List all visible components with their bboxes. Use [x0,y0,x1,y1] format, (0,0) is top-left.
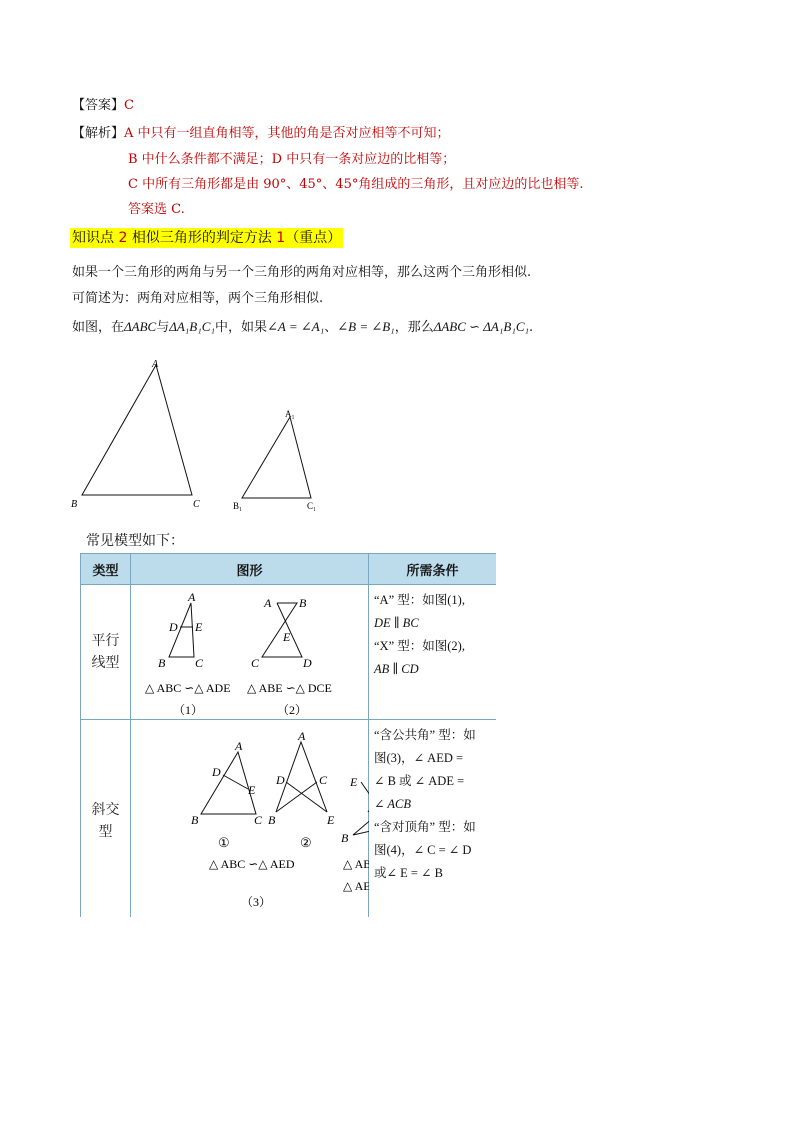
type-parallel-1: 平行 [91,633,120,649]
analysis-text-1: A 中只有一组直角相等，其他的角是否对应相等不可知； [124,126,450,141]
p3-c: 中，如果 [214,320,267,335]
f1-b: B [158,656,166,670]
analysis-text-2: B 中什么条件都不满足；D 中只有一条对应边的比相等； [128,152,456,167]
f4-figure [353,782,369,835]
f3a-e: E [248,783,256,797]
cond-p-2: DE ∥ BC [374,616,419,630]
answer-value: C [124,98,134,113]
f2-d: D [303,656,312,670]
header-figure: 图形 [131,554,369,585]
oblique-figures [131,720,369,917]
f4-a [367,801,369,815]
analysis-text-3: C 中所有三角形都是由 90°、45°、45°角组成的三角形，且对应边的比也相等. [128,177,584,192]
fig3b-num: ② [300,835,312,850]
type-parallel-2: 线型 [91,655,120,671]
heading-num: 2 [118,230,128,246]
paragraph-2: 可简述为：两角对应相等，两个三角形相似. [72,291,324,306]
type-cell-oblique [81,720,131,918]
heading-post: （重点） [285,230,342,246]
models-table [80,553,496,917]
paragraph-3 [72,318,533,337]
cond-p-1: “A” 型：如图(1), [374,593,465,607]
models-table-wrap [80,553,496,917]
cond-o-2: 图(3)，∠ AED = [374,751,464,765]
triangle-a1b1c1 [242,417,311,498]
cond-o-4: ∠ ACB [374,797,411,811]
p3-e: ，那么 [394,320,434,335]
f3a-c: C [254,813,263,827]
fig2-num: （2） [277,703,308,715]
x-type-figure [262,603,302,657]
f3a-b: B [191,813,199,827]
label-c1: C₁ [307,501,317,511]
answer-line [72,96,134,116]
p3-t2: ΔA₁B₁C₁ [169,319,215,334]
fig4-num [367,895,369,909]
p3-b: 与 [156,320,170,335]
f1-d: D [169,620,178,634]
f3a-d: D [212,765,221,779]
fig2-caption: △ ABE ∽△ DCE [247,681,332,695]
heading-num2: 1 [276,230,286,246]
fig3-caption: △ ABC ∽△ AED [209,857,295,871]
header-condition: 所需条件 [369,554,497,585]
fig4-caption-1: △ AB [343,857,369,871]
label-a1: A₁ [285,409,295,419]
condition-cell-parallel [369,585,497,720]
similar-triangles-figure [60,355,360,520]
paragraph-1: 如果一个三角形的两角与另一个三角形的两角对应相等，那么这两个三角形相似. [72,265,532,280]
fig4-caption-2: △ AE [343,879,369,893]
p3-f: . [529,320,534,335]
type-cell-parallel [81,585,131,720]
label-b1: B₁ [233,501,243,511]
cond-o-1: “含公共角” 型：如 [374,728,476,742]
table-header-row [81,554,497,585]
cond-o-5: “含对顶角” 型：如 [374,820,476,834]
fig3a-num: ① [218,835,230,850]
cond-o-6: 图(4)，∠ C = ∠ D [374,843,472,857]
answer-label: 【答案】 [72,98,125,113]
f2-a: A [264,596,272,610]
section-heading [70,228,343,248]
p3-e2: ∠B = ∠B₁ [337,319,395,334]
header-type: 类型 [81,554,131,585]
table-row [81,720,497,918]
fig3-num: （3） [241,895,272,909]
f3a-a: A [235,739,243,753]
figure-cell-parallel [131,585,369,720]
p3-d: 、 [324,320,338,335]
f3b-a: A [298,729,306,743]
f1-c: C [195,656,204,670]
label-a: A [152,359,159,370]
f3a-de [223,775,248,789]
condition-cell-oblique [369,720,497,918]
figure-cell-oblique [131,720,369,918]
heading-pre: 知识点 [72,230,119,246]
cond-p-4: AB ∥ CD [374,662,419,676]
f3b-e: E [327,813,335,827]
p3-e3: ΔABC ∽ ΔA₁B₁C₁ [433,319,530,334]
f2-c: C [251,656,260,670]
p3-e1: ∠A = ∠A₁ [266,319,325,334]
type-oblique-2: 型 [98,824,113,840]
f3b-c: C [319,773,328,787]
table-row [81,585,497,720]
p3-a: 如图，在 [72,320,125,335]
fig1-caption: △ ABC ∽△ ADE [145,681,231,695]
f1-a: A [188,590,196,604]
triangle-abc [82,365,192,495]
p3-t1: ΔABC [124,319,157,334]
analysis-line-1 [72,124,450,144]
f4-e: E [350,775,358,789]
label-b: B [71,499,78,510]
f1-e: E [195,620,203,634]
f3b-b: B [268,813,276,827]
f4-b: B [341,831,349,845]
analysis-text-4: 答案选 C. [128,202,185,217]
models-caption: 常见模型如下： [86,533,184,549]
type-oblique-1: 斜交 [91,802,120,818]
heading-mid: 相似三角形的判定方法 [127,230,277,246]
label-c: C [193,499,200,510]
f2-e: E [283,630,291,644]
analysis-label: 【解析】 [72,126,125,141]
f2-b: B [299,596,307,610]
f3b-d: D [276,773,285,787]
parallel-figures [131,585,369,715]
cond-o-7: 或∠ E = ∠ B [374,866,443,880]
cond-p-3: “X” 型：如图(2), [374,639,465,653]
fig1-num: （1） [173,703,204,715]
cond-o-3: ∠ B 或 ∠ ADE = [374,774,465,788]
